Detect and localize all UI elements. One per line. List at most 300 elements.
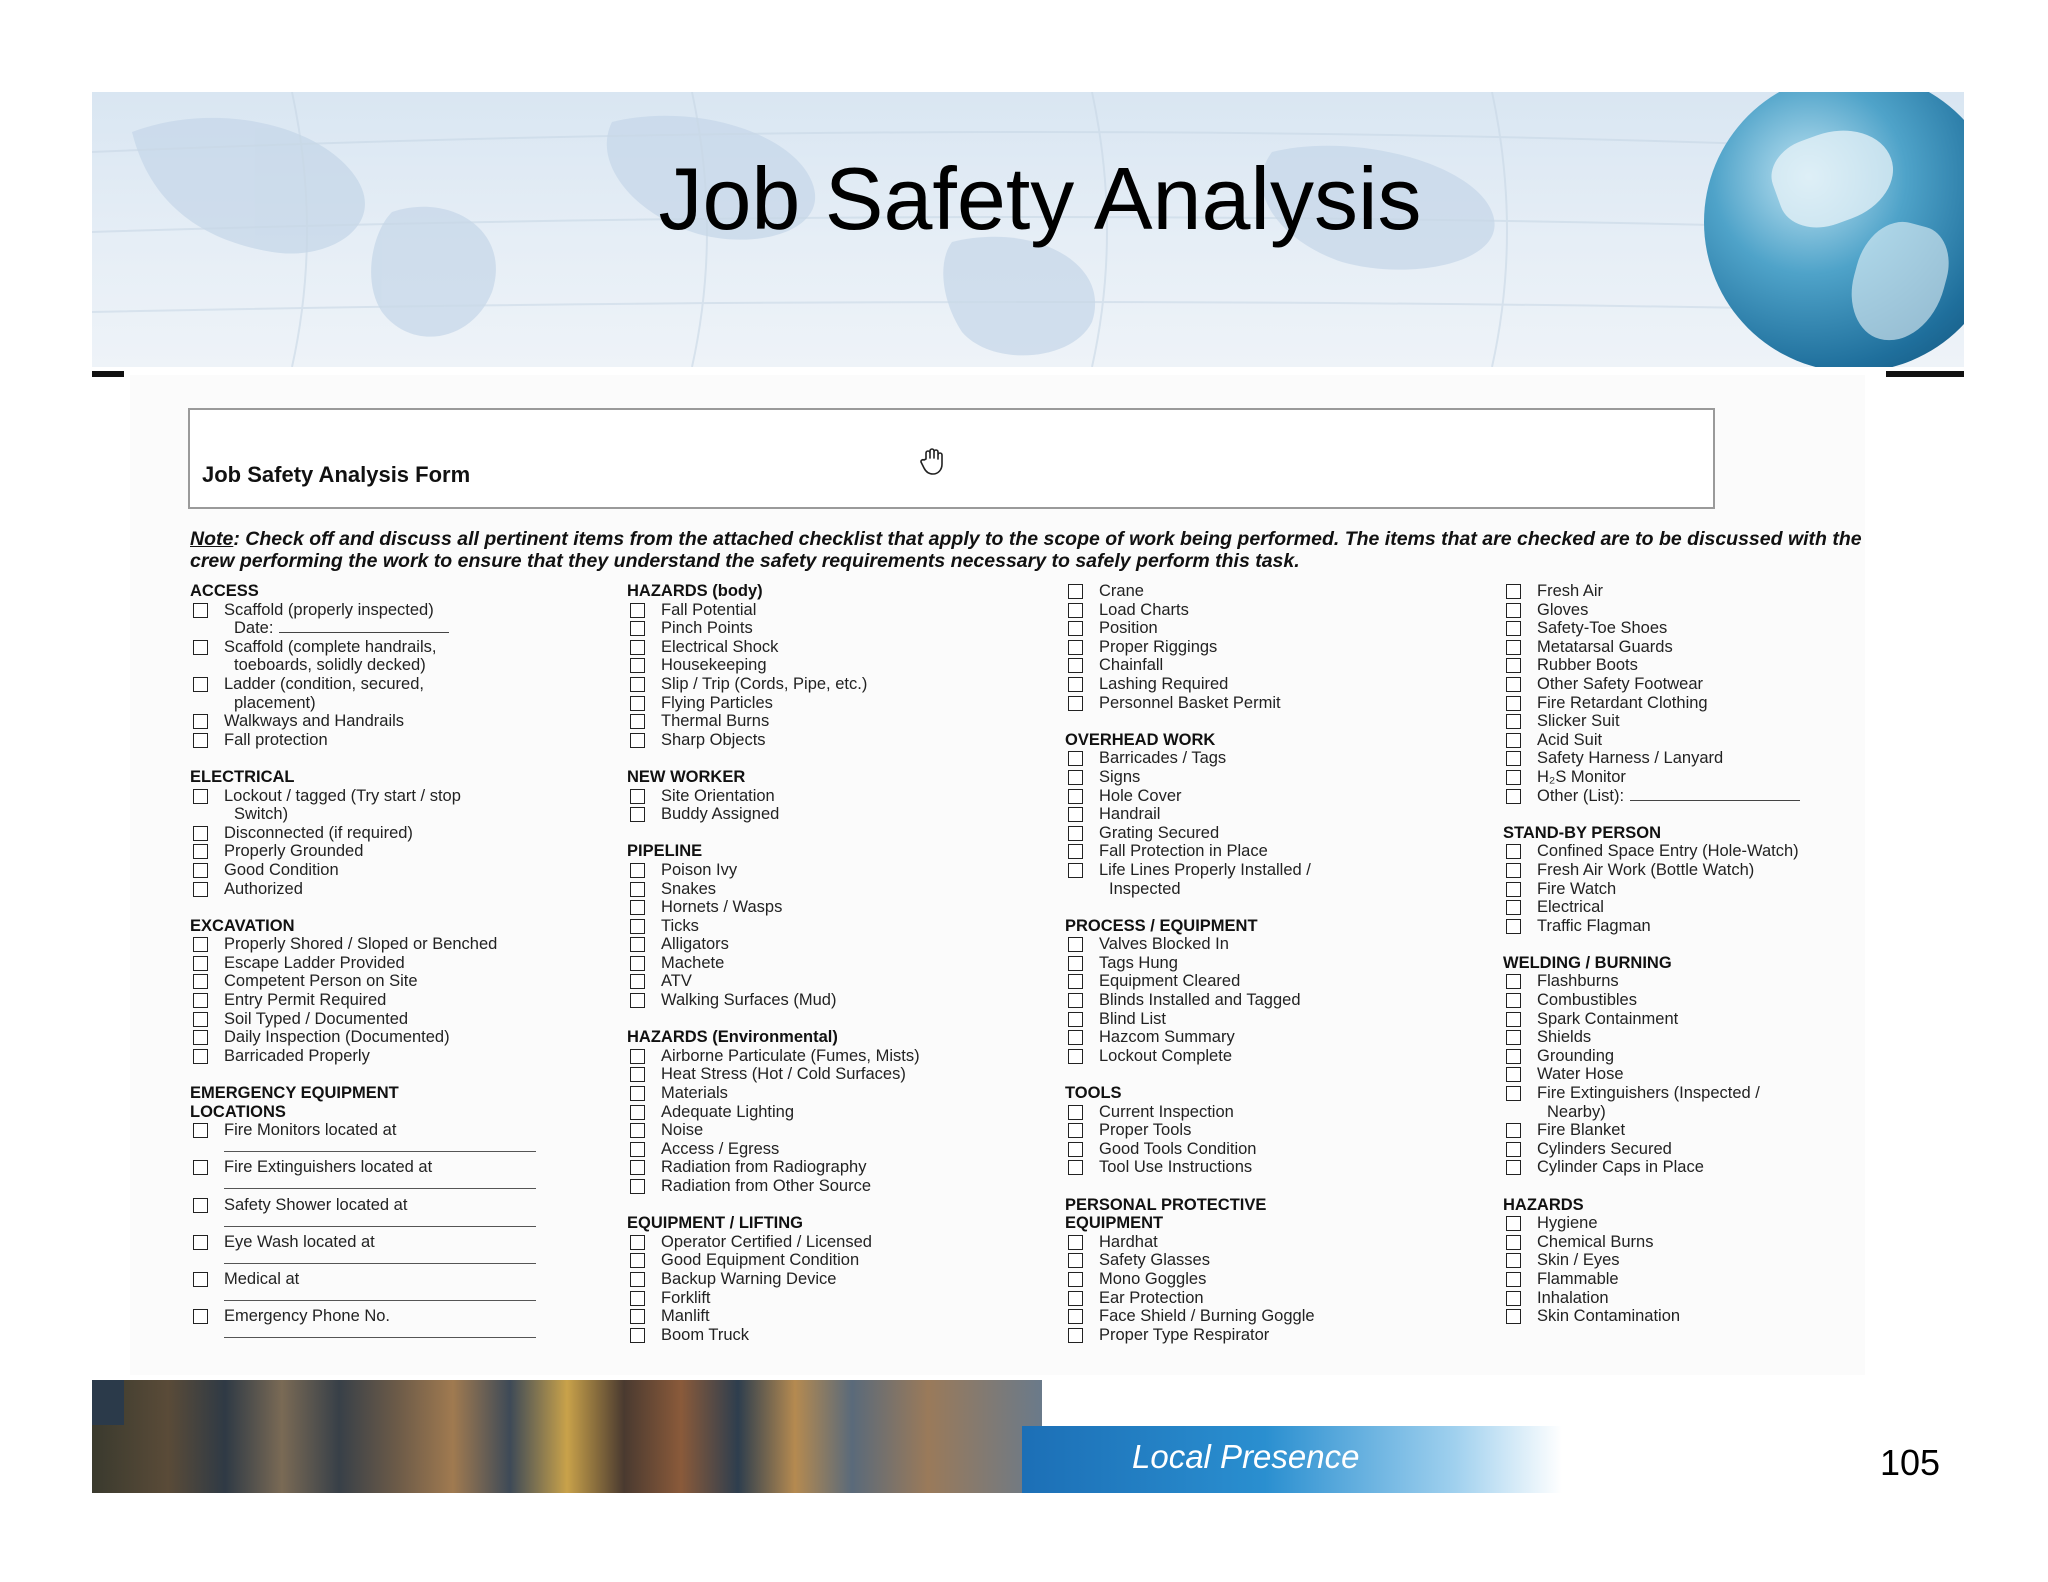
checklist-item[interactable] (190, 954, 610, 973)
checklist-item[interactable] (1065, 991, 1485, 1010)
checklist-item[interactable] (627, 1121, 1047, 1140)
checklist-item[interactable] (627, 805, 1047, 824)
checklist-item[interactable] (190, 880, 610, 899)
checklist-item[interactable] (1065, 1289, 1485, 1308)
checklist-item[interactable] (190, 935, 610, 954)
checklist-item[interactable] (627, 1289, 1047, 1308)
checklist-item-label: Safety-Toe Shoes (1537, 619, 1668, 638)
checklist-item[interactable] (1065, 749, 1485, 768)
checklist-item[interactable] (1065, 954, 1485, 973)
checkbox[interactable] (1068, 1291, 1083, 1306)
checklist-item[interactable] (190, 731, 610, 750)
checklist-item[interactable] (1503, 787, 1883, 806)
checklist-section (1065, 731, 1485, 898)
checkbox[interactable] (193, 1123, 208, 1138)
checkbox[interactable] (1506, 696, 1521, 711)
checkbox[interactable] (630, 640, 645, 655)
checklist-item[interactable] (627, 1047, 1047, 1066)
checklist-item[interactable] (1503, 694, 1883, 713)
checkbox[interactable] (1068, 807, 1083, 822)
checkbox[interactable] (1068, 770, 1083, 785)
checklist-item[interactable] (1065, 582, 1485, 601)
checkbox[interactable] (193, 1049, 208, 1064)
checklist-item-label: Good Tools Condition (1099, 1139, 1257, 1158)
checklist-item[interactable] (627, 1326, 1047, 1345)
checkbox[interactable] (1068, 1105, 1083, 1120)
checklist-item-label: Current Inspection (1099, 1102, 1234, 1121)
checkbox[interactable] (630, 1142, 645, 1157)
checklist-item-label: Proper Tools (1099, 1121, 1192, 1140)
checklist-item[interactable] (1065, 1307, 1485, 1326)
checklist-item-label: Signs (1099, 767, 1141, 786)
checklist-item[interactable] (190, 601, 610, 620)
checklist-item-label: Mono Goggles (1099, 1269, 1207, 1288)
checkbox[interactable] (630, 621, 645, 636)
checkbox[interactable] (1068, 1030, 1083, 1045)
checkbox[interactable] (193, 956, 208, 971)
checklist-item[interactable] (1503, 1010, 1883, 1029)
checklist-item[interactable] (627, 935, 1047, 954)
checkbox[interactable] (630, 1253, 645, 1268)
checkbox[interactable] (1506, 993, 1521, 1008)
checklist-item-continuation (190, 619, 610, 638)
checklist-item[interactable] (1503, 675, 1883, 694)
checklist-item[interactable] (1065, 1233, 1485, 1252)
checklist-item[interactable] (190, 991, 610, 1010)
section-title: EQUIPMENT / LIFTING (627, 1214, 803, 1233)
checkbox[interactable] (1068, 1012, 1083, 1027)
checkbox[interactable] (1068, 1235, 1083, 1250)
checkbox[interactable] (1068, 1272, 1083, 1287)
checklist-item[interactable] (1065, 1251, 1485, 1270)
checkbox[interactable] (193, 863, 208, 878)
checkbox[interactable] (630, 882, 645, 897)
checklist-item-label: Lashing Required (1099, 674, 1229, 693)
checkbox[interactable] (1506, 900, 1521, 915)
checklist-item[interactable] (1503, 861, 1883, 880)
checklist-item[interactable] (190, 1121, 610, 1158)
checkbox[interactable] (1506, 919, 1521, 934)
checkbox[interactable] (1506, 1216, 1521, 1231)
checklist-item[interactable] (1065, 1047, 1485, 1066)
checkbox[interactable] (1506, 733, 1521, 748)
checkbox[interactable] (1506, 770, 1521, 785)
checkbox[interactable] (1068, 863, 1083, 878)
checklist-item-label: Flashburns (1537, 972, 1619, 991)
checklist-item[interactable] (1503, 898, 1883, 917)
checkbox[interactable] (193, 974, 208, 989)
checklist-item[interactable] (1503, 712, 1883, 731)
checkbox[interactable] (1068, 658, 1083, 673)
checklist-item[interactable] (627, 1177, 1047, 1196)
checkbox[interactable] (1506, 1235, 1521, 1250)
checklist-item[interactable] (627, 991, 1047, 1010)
checklist-item[interactable] (1503, 1047, 1883, 1066)
checkbox[interactable] (1506, 1067, 1521, 1082)
checklist-item[interactable] (190, 842, 610, 861)
checklist-item-label: Good Condition (224, 860, 339, 879)
section-title: HAZARDS (Environmental) (627, 1028, 838, 1047)
checklist-item[interactable] (627, 898, 1047, 917)
checklist-item[interactable] (627, 601, 1047, 620)
footer-banner (92, 1380, 1562, 1493)
checklist-item-label: Confined Space Entry (Hole-Watch) (1537, 842, 1799, 861)
checklist-item[interactable] (627, 619, 1047, 638)
checklist-item[interactable] (1503, 1140, 1883, 1159)
checkbox[interactable] (1506, 640, 1521, 655)
checklist-item[interactable] (1503, 1214, 1883, 1233)
checkbox[interactable] (193, 1030, 208, 1045)
checkbox[interactable] (1068, 1123, 1083, 1138)
checklist-item[interactable] (627, 1065, 1047, 1084)
checkbox[interactable] (1068, 584, 1083, 599)
checkbox[interactable] (193, 1198, 208, 1213)
checklist-item[interactable] (627, 656, 1047, 675)
checkbox[interactable] (1506, 882, 1521, 897)
checklist-item[interactable] (1065, 1010, 1485, 1029)
checklist-item[interactable] (627, 1233, 1047, 1252)
checkbox[interactable] (1506, 714, 1521, 729)
checkbox[interactable] (1068, 826, 1083, 841)
checklist-item[interactable] (1065, 1028, 1485, 1047)
checkbox[interactable] (1068, 1253, 1083, 1268)
checkbox[interactable] (1506, 621, 1521, 636)
checklist-item[interactable] (190, 1270, 610, 1307)
checklist-item[interactable] (1065, 1326, 1485, 1345)
checklist-item[interactable] (1065, 1140, 1485, 1159)
checklist-item[interactable] (190, 1028, 610, 1047)
checklist-item[interactable] (190, 787, 610, 806)
checkbox[interactable] (1068, 751, 1083, 766)
checkbox[interactable] (630, 900, 645, 915)
checklist-item-label: Properly Shored / Sloped or Benched (224, 935, 498, 954)
checklist-section (1503, 1196, 1883, 1326)
checkbox[interactable] (630, 789, 645, 804)
checklist-item[interactable] (1503, 1065, 1883, 1084)
checklist-item[interactable] (1065, 861, 1485, 880)
checklist-item[interactable] (1503, 1028, 1883, 1047)
checklist-section (627, 582, 1047, 749)
checkbox[interactable] (630, 1105, 645, 1120)
checkbox[interactable] (193, 789, 208, 804)
checkbox[interactable] (193, 993, 208, 1008)
checkbox[interactable] (1506, 751, 1521, 766)
checklist-item[interactable] (190, 1158, 610, 1195)
checkbox[interactable] (193, 640, 208, 655)
checklist-item[interactable] (190, 675, 610, 694)
checkbox[interactable] (630, 956, 645, 971)
section-title: STAND-BY PERSON (1503, 823, 1661, 842)
checklist-item[interactable] (627, 954, 1047, 973)
checklist-item[interactable] (627, 1103, 1047, 1122)
checklist-item[interactable] (1503, 1084, 1883, 1103)
checkbox[interactable] (1506, 1272, 1521, 1287)
checkbox[interactable] (1506, 1142, 1521, 1157)
checklist-item[interactable] (1503, 1233, 1883, 1252)
checkbox[interactable] (1068, 621, 1083, 636)
checkbox[interactable] (193, 1235, 208, 1250)
checkbox[interactable] (193, 1160, 208, 1175)
checklist-item-label: Slicker Suit (1537, 712, 1620, 731)
checklist-item-continuation (1065, 880, 1485, 899)
checklist-item[interactable] (627, 972, 1047, 991)
checkbox[interactable] (1068, 956, 1083, 971)
checkbox[interactable] (193, 733, 208, 748)
checkbox[interactable] (630, 1291, 645, 1306)
checklist-section (190, 582, 610, 749)
checklist-item[interactable] (190, 1047, 610, 1066)
checkbox[interactable] (630, 1272, 645, 1287)
checklist-item[interactable] (1065, 656, 1485, 675)
checkbox[interactable] (1506, 603, 1521, 618)
checklist-item-continuation (190, 656, 610, 675)
checkbox[interactable] (630, 919, 645, 934)
checkbox[interactable] (193, 603, 208, 618)
checkbox[interactable] (630, 807, 645, 822)
checklist-item-label: Forklift (661, 1288, 711, 1307)
checklist-item[interactable] (1065, 675, 1485, 694)
checklist-item[interactable] (190, 972, 610, 991)
checkbox[interactable] (193, 1272, 208, 1287)
checklist-item[interactable] (627, 861, 1047, 880)
checklist-item-label: Flammable (1537, 1269, 1619, 1288)
checklist-item[interactable] (190, 1196, 610, 1233)
checkbox[interactable] (1506, 1030, 1521, 1045)
checklist-item-label: Safety Harness / Lanyard (1537, 749, 1724, 768)
checklist-item[interactable] (1503, 749, 1883, 768)
checklist-item[interactable] (190, 638, 610, 657)
checklist-column-1 (190, 582, 610, 1363)
checkbox[interactable] (630, 863, 645, 878)
checkbox[interactable] (193, 937, 208, 952)
checkbox[interactable] (1068, 1328, 1083, 1343)
fill-in-line[interactable] (1630, 789, 1800, 801)
checkbox[interactable] (1506, 1086, 1521, 1101)
checkbox[interactable] (1068, 1309, 1083, 1324)
checklist-item-label: Rubber Boots (1537, 656, 1638, 675)
checklist-item-continuation (190, 805, 610, 824)
checklist-item[interactable] (627, 787, 1047, 806)
checkbox[interactable] (630, 993, 645, 1008)
checkbox[interactable] (1068, 640, 1083, 655)
checkbox[interactable] (1506, 789, 1521, 804)
checklist-item[interactable] (1503, 638, 1883, 657)
checkbox[interactable] (193, 677, 208, 692)
checkbox[interactable] (1506, 1123, 1521, 1138)
checkbox[interactable] (1068, 696, 1083, 711)
checkbox[interactable] (1068, 937, 1083, 952)
slide-title: Job Safety Analysis (658, 149, 1422, 248)
checkbox[interactable] (193, 714, 208, 729)
checkbox[interactable] (1506, 677, 1521, 692)
checkbox[interactable] (1506, 584, 1521, 599)
checkbox[interactable] (630, 733, 645, 748)
checklist-item[interactable] (627, 1251, 1047, 1270)
checkbox[interactable] (1506, 1160, 1521, 1175)
checkbox[interactable] (1506, 1049, 1521, 1064)
checkbox[interactable] (630, 1123, 645, 1138)
checkbox[interactable] (1068, 677, 1083, 692)
checklist-item[interactable] (1065, 787, 1485, 806)
checklist-item-label: Fall protection (224, 730, 328, 749)
checkbox[interactable] (1068, 1049, 1083, 1064)
checkbox[interactable] (1506, 863, 1521, 878)
checklist-item-label: Tool Use Instructions (1099, 1158, 1253, 1177)
checklist-item[interactable] (1503, 917, 1883, 936)
section-title: HAZARDS (body) (627, 582, 763, 600)
checklist-item[interactable] (627, 675, 1047, 694)
checkbox[interactable] (630, 1067, 645, 1082)
checkbox[interactable] (630, 677, 645, 692)
checklist-item[interactable] (1503, 1289, 1883, 1308)
checkbox[interactable] (1506, 1309, 1521, 1324)
checklist-item[interactable] (627, 694, 1047, 713)
checklist-item[interactable] (627, 1158, 1047, 1177)
checklist-item[interactable] (1065, 972, 1485, 991)
checklist-item[interactable] (1503, 880, 1883, 899)
checklist-item[interactable] (1065, 694, 1485, 713)
checkbox[interactable] (1068, 1160, 1083, 1175)
checklist-section (190, 768, 610, 898)
checkbox[interactable] (193, 882, 208, 897)
checkbox[interactable] (630, 603, 645, 618)
checklist-item[interactable] (190, 1307, 610, 1344)
checklist-item[interactable] (1065, 1158, 1485, 1177)
checkbox[interactable] (1506, 974, 1521, 989)
checklist-item-label: Fire Watch (1537, 879, 1617, 898)
checklist-item[interactable] (190, 1233, 610, 1270)
checklist-item-label: Tags Hung (1099, 953, 1178, 972)
checklist-item[interactable] (190, 861, 610, 880)
checklist-item[interactable] (1065, 1121, 1485, 1140)
checklist-item-label: Traffic Flagman (1537, 916, 1651, 935)
footer-tagline: Local Presence (1132, 1438, 1360, 1475)
checklist-item[interactable] (190, 824, 610, 843)
checklist-item-label: Housekeeping (661, 656, 767, 675)
checkbox[interactable] (193, 826, 208, 841)
checklist-item[interactable] (1065, 805, 1485, 824)
checklist-item[interactable] (1065, 842, 1485, 861)
checklist-item[interactable] (1065, 638, 1485, 657)
checkbox[interactable] (630, 937, 645, 952)
checkbox[interactable] (1068, 1142, 1083, 1157)
checkbox[interactable] (1506, 658, 1521, 673)
checkbox[interactable] (193, 844, 208, 859)
checklist-item[interactable] (1065, 768, 1485, 787)
checkbox[interactable] (1506, 1012, 1521, 1027)
checkbox[interactable] (630, 1086, 645, 1101)
checklist-section (1065, 1084, 1485, 1177)
checklist-item[interactable] (1503, 601, 1883, 620)
checkbox[interactable] (630, 714, 645, 729)
section-title: OVERHEAD WORK (1065, 730, 1216, 749)
checklist-item-label: Hazcom Summary (1099, 1028, 1235, 1047)
checklist-item[interactable] (1065, 935, 1485, 954)
checklist-item-label: Chemical Burns (1537, 1232, 1654, 1251)
checkbox[interactable] (1068, 603, 1083, 618)
checklist-item-label: Other Safety Footwear (1537, 674, 1703, 693)
checklist-item[interactable] (1065, 601, 1485, 620)
checkbox[interactable] (1068, 974, 1083, 989)
checklist-section (190, 917, 610, 1066)
checkbox[interactable] (1506, 1253, 1521, 1268)
checklist-item-label: Operator Certified / Licensed (661, 1232, 872, 1251)
checklist-item-label: Shields (1537, 1028, 1592, 1047)
checklist-item-continuation (190, 694, 610, 713)
checklist-item[interactable] (627, 880, 1047, 899)
checklist-item[interactable] (1503, 991, 1883, 1010)
checkbox[interactable] (630, 658, 645, 673)
checklist-item[interactable] (627, 1307, 1047, 1326)
checkbox[interactable] (630, 1328, 645, 1343)
checkbox[interactable] (193, 1012, 208, 1027)
checklist-item-label: Position (1099, 619, 1158, 638)
checklist-item-label: Face Shield / Burning Goggle (1099, 1307, 1315, 1326)
checklist-item[interactable] (627, 712, 1047, 731)
checklist-item-label: Blind List (1099, 1009, 1166, 1028)
checklist-item[interactable] (1065, 824, 1485, 843)
checklist-item[interactable] (627, 917, 1047, 936)
checklist-item-label: ATV (661, 972, 692, 991)
checklist-item[interactable] (1503, 582, 1883, 601)
checkbox[interactable] (630, 696, 645, 711)
checklist-item[interactable] (1503, 1270, 1883, 1289)
checklist-item[interactable] (1503, 842, 1883, 861)
checkbox[interactable] (630, 1235, 645, 1250)
checklist-item[interactable] (1503, 731, 1883, 750)
form-note (190, 528, 1870, 572)
note-label: Note (190, 528, 234, 550)
checklist-item-label: Fire Extinguishers (Inspected / (1537, 1084, 1760, 1103)
checkbox[interactable] (1068, 993, 1083, 1008)
checklist-item[interactable] (627, 731, 1047, 750)
checkbox[interactable] (630, 1179, 645, 1194)
checkbox[interactable] (1068, 844, 1083, 859)
checklist-item-label: Scaffold (properly inspected) (224, 600, 434, 619)
checklist-item[interactable] (627, 1270, 1047, 1289)
checkbox[interactable] (1068, 789, 1083, 804)
checklist-item[interactable] (1503, 656, 1883, 675)
checkbox[interactable] (630, 1049, 645, 1064)
checkbox[interactable] (630, 1309, 645, 1324)
checkbox[interactable] (630, 1160, 645, 1175)
checkbox[interactable] (193, 1309, 208, 1324)
fill-in-line[interactable] (279, 621, 449, 633)
checklist-item[interactable] (1503, 1251, 1883, 1270)
checklist-item[interactable] (1503, 1158, 1883, 1177)
checklist-item[interactable] (627, 638, 1047, 657)
checklist-item[interactable] (190, 712, 610, 731)
checklist-item-label: Safety Glasses (1099, 1251, 1210, 1270)
checklist-item[interactable] (190, 1010, 610, 1029)
checklist-item[interactable] (627, 1084, 1047, 1103)
checklist-item-label: Hardhat (1099, 1232, 1158, 1251)
checklist-item[interactable] (1065, 619, 1485, 638)
checklist-item[interactable] (1503, 1307, 1883, 1326)
checklist-item[interactable] (1065, 1103, 1485, 1122)
checklist-item[interactable] (1503, 1121, 1883, 1140)
checklist-item-label: Barricades / Tags (1099, 749, 1227, 768)
checklist-item[interactable] (1065, 1270, 1485, 1289)
checkbox[interactable] (1506, 1291, 1521, 1306)
checklist-item[interactable] (1503, 619, 1883, 638)
checklist-item[interactable] (627, 1140, 1047, 1159)
checkbox[interactable] (630, 974, 645, 989)
checklist-item[interactable] (1503, 768, 1883, 787)
checklist-item[interactable] (1503, 972, 1883, 991)
checkbox[interactable] (1506, 844, 1521, 859)
checklist-item-label: Safety Shower located at (224, 1195, 408, 1214)
